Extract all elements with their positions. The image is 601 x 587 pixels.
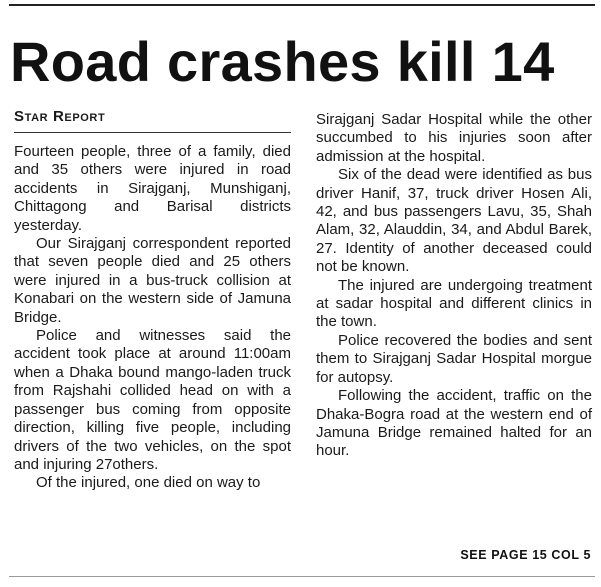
byline: Star Report	[14, 108, 291, 133]
continuation-link[interactable]: SEE PAGE 15 COL 5	[460, 548, 591, 562]
paragraph: The injured are undergoing treatment at sadar hospital and different clinics in the town.	[316, 276, 592, 331]
bottom-rule	[9, 576, 595, 577]
paragraph: Our Sirajganj correspondent reported that seven people died and 25 others were injured in a bus-truck collision at Konabari on the western side of Jamuna Bridge.	[14, 235, 291, 326]
top-rule	[9, 4, 595, 6]
paragraph: Of the injured, one died on way to	[36, 474, 261, 492]
paragraph: Following the accident, traffic on the Dhaka-Bogra road at the western end of Jamuna Bridge remained halted for an hour.	[316, 387, 592, 460]
paragraph: Police recovered the bodies and sent them to Sirajganj Sadar Hospital morgue for autopsy.	[316, 331, 592, 386]
paragraph: Police and witnesses said the accident took place at around 11:00am when a Dhaka bound mango-laden truck from Rajshahi collided head on with a passenger bus coming from opposite direction, killing five people, including drivers of the two vehicles, on the spot and injuring 27others.	[14, 327, 291, 473]
article-column-left	[14, 108, 291, 493]
paragraph: Fourteen people, three of a family, died and 35 others were injured in road accidents in Sirajganj, Munshiganj, Chittagong and Barisal districts yesterday.	[14, 143, 291, 234]
paragraph: Six of the dead were identified as bus driver Hanif, 37, truck driver Hosen Ali, 42, and bus passengers Lavu, 35, Shah Alam, 32, Alauddin, 34, and Abdul Barek, 27. Identity of another deceased could not be known.	[316, 166, 592, 276]
headline: Road crashes kill 14	[10, 30, 555, 93]
paragraph: Sirajganj Sadar Hospital while the other succumbed to his injuries soon after admission at the hospital.	[316, 111, 592, 165]
article-column-right	[316, 111, 592, 461]
